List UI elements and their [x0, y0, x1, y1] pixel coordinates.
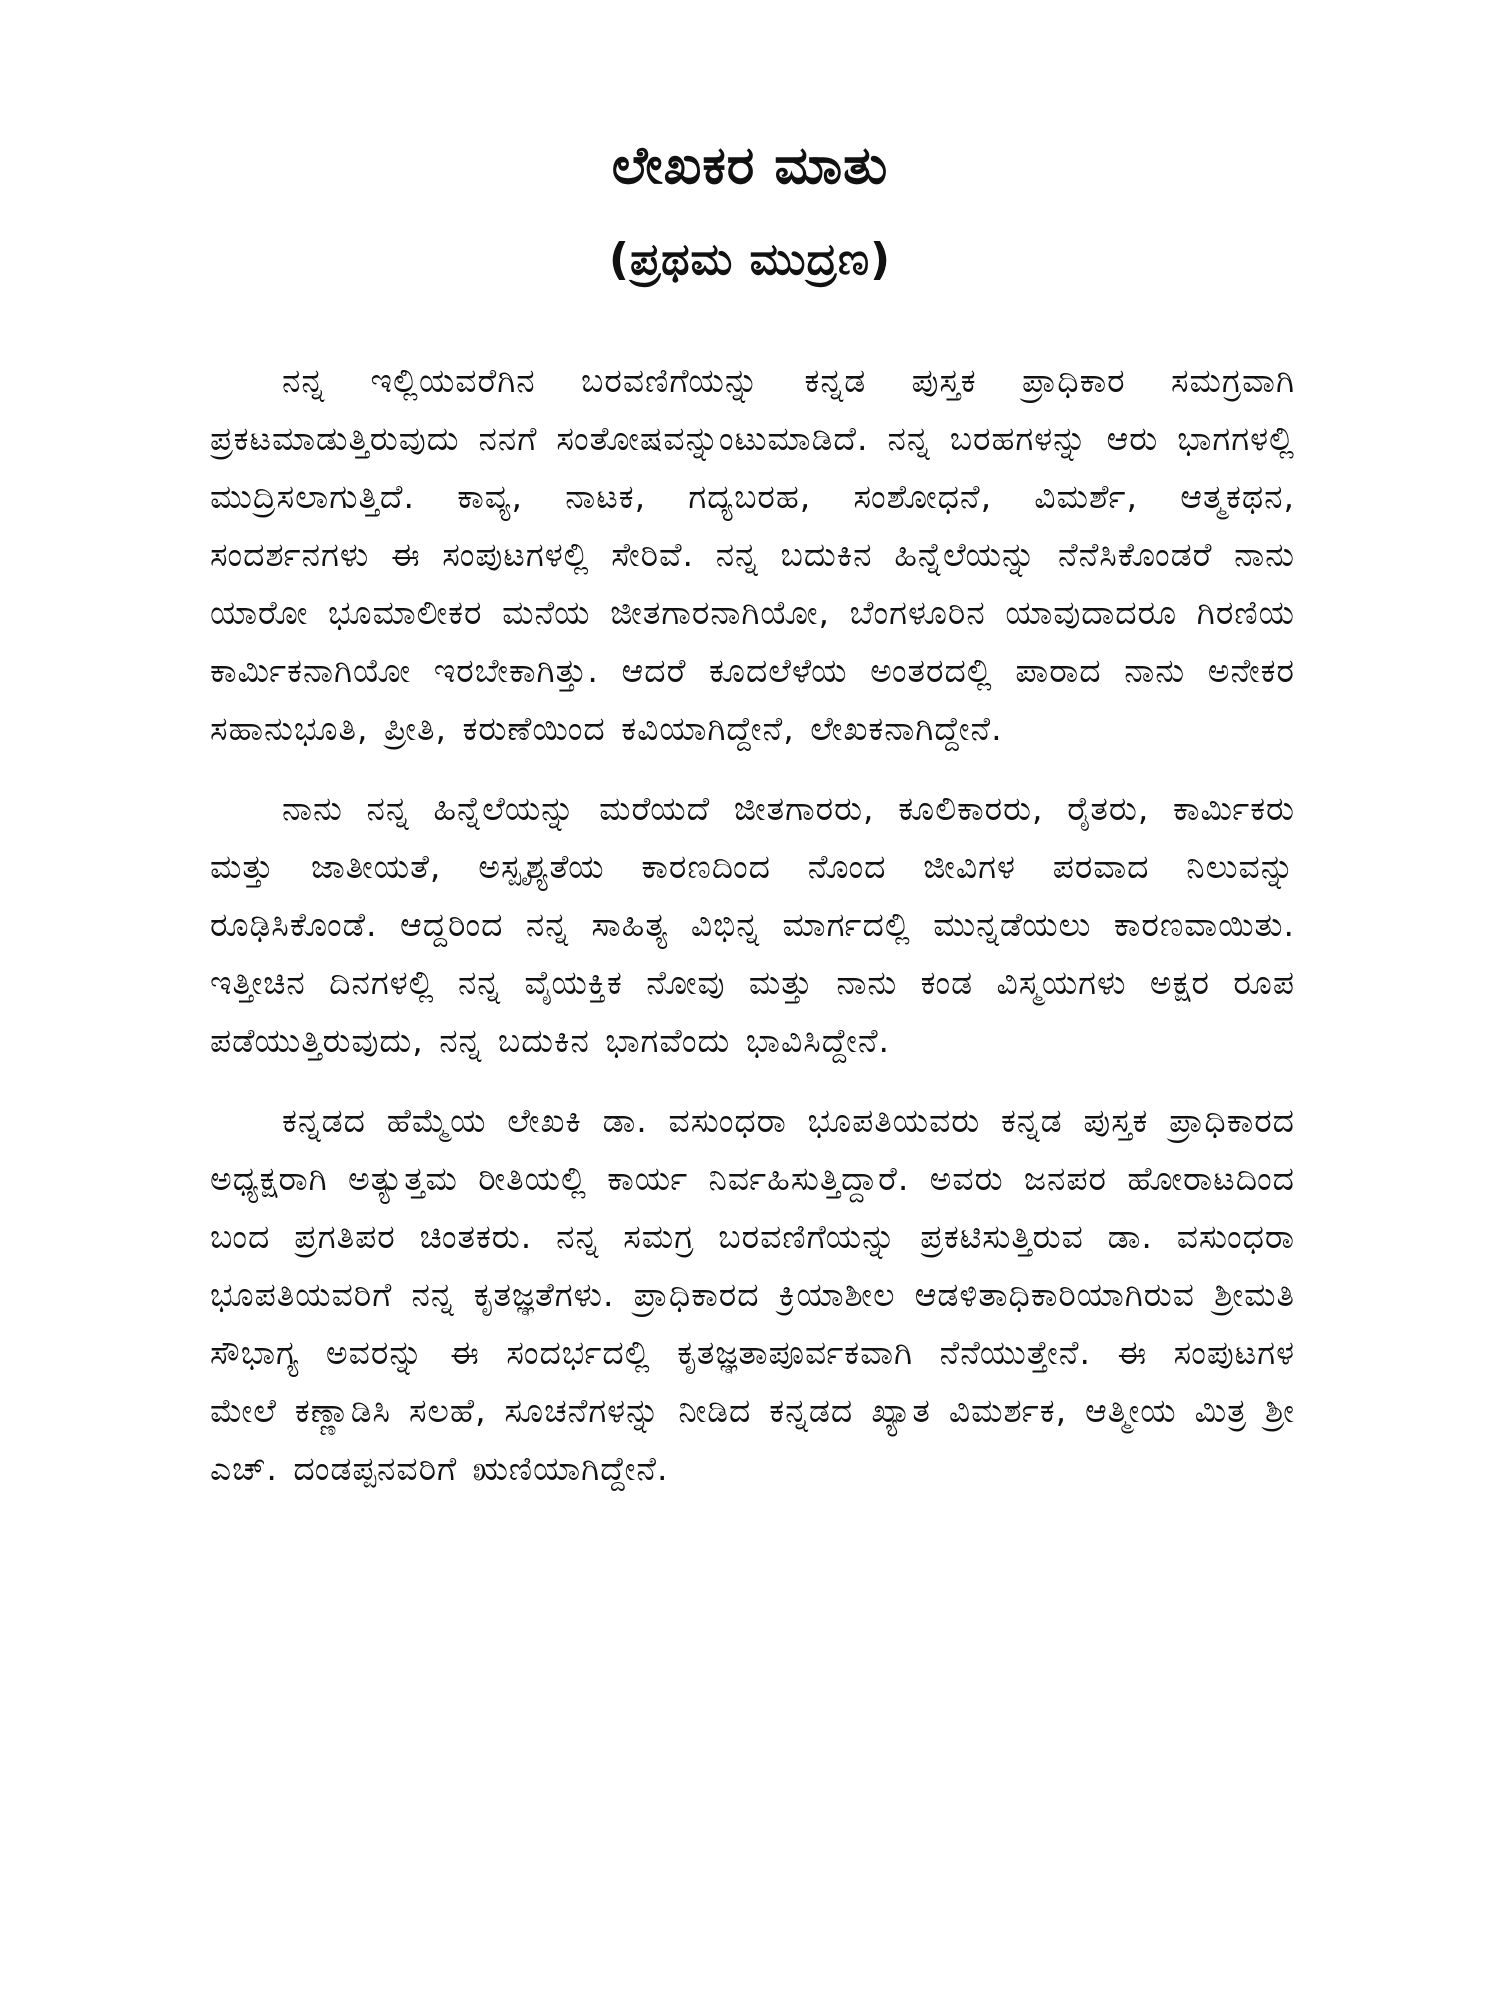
paragraph-1: ನನ್ನ ಇಲ್ಲಿಯವರೆಗಿನ ಬರವಣಿಗೆಯನ್ನು ಕನ್ನಡ ಪುಸ್ತಕ ಪ್ರಾಧಿಕಾರ ಸಮಗ್ರವಾಗಿ ಪ್ರಕಟಮಾಡುತ್ತಿರುವುದು ನನಗೆ ಸಂತೋಷವನ್ನುಂಟುಮಾಡಿದೆ. ನನ್ನ ಬರಹಗಳನ್ನು ಆರು ಭಾಗಗಳಲ್ಲಿ ಮುದ್ರಿಸಲಾಗುತ್ತಿದೆ. ಕಾವ್ಯ, ನಾಟಕ, ಗದ್ಯಬರಹ, ಸಂಶೋಧನೆ, ವಿಮರ್ಶೆ, ಆತ್ಮಕಥನ, ಸಂದರ್ಶನಗಳು ಈ ಸಂಪುಟಗಳಲ್ಲಿ ಸೇರಿವೆ. ನನ್ನ ಬದುಕಿನ ಹಿನ್ನೆಲೆಯನ್ನು ನೆನೆಸಿಕೊಂಡರೆ ನಾನು ಯಾರೋ ಭೂಮಾಲೀಕರ ಮನೆಯ ಜೀತಗಾರನಾಗಿಯೋ, ಬೆಂಗಳೂರಿನ ಯಾವುದಾದರೂ ಗಿರಣಿಯ ಕಾರ್ಮಿಕನಾಗಿಯೋ ಇರಬೇಕಾಗಿತ್ತು. ಆದರೆ ಕೂದಲೆಳೆಯ ಅಂತರದಲ್ಲಿ ಪಾರಾದ ನಾನು ಅನೇಕರ ಸಹಾನುಭೂತಿ, ಪ್ರೀತಿ, ಕರುಣೆಯಿಂದ ಕವಿಯಾಗಿದ್ದೇನೆ, ಲೇಖಕನಾಗಿದ್ದೇನೆ. — [210, 361, 1295, 748]
paragraph-2: ನಾನು ನನ್ನ ಹಿನ್ನೆಲೆಯನ್ನು ಮರೆಯದೆ ಜೀತಗಾರರು, ಕೂಲಿಕಾರರು, ರೈತರು, ಕಾರ್ಮಿಕರು ಮತ್ತು ಜಾತೀಯತೆ, ಅಸ್ಪೃಶ್ಯತೆಯ ಕಾರಣದಿಂದ ನೊಂದ ಜೀವಿಗಳ ಪರವಾದ ನಿಲುವನ್ನು ರೂಢಿಸಿಕೊಂಡೆ. ಆದ್ದರಿಂದ ನನ್ನ ಸಾಹಿತ್ಯ ವಿಭಿನ್ನ ಮಾರ್ಗದಲ್ಲಿ ಮುನ್ನಡೆಯಲು ಕಾರಣವಾಯಿತು. ಇತ್ತೀಚಿನ ದಿನಗಳಲ್ಲಿ ನನ್ನ ವೈಯಕ್ತಿಕ ನೋವು ಮತ್ತು ನಾನು ಕಂಡ ವಿಸ್ಮಯಗಳು ಅಕ್ಷರ ರೂಪ ಪಡೆಯುತ್ತಿರುವುದು, ನನ್ನ ಬದುಕಿನ ಭಾಗವೆಂದು ಭಾವಿಸಿದ್ದೇನೆ. — [210, 789, 1295, 1060]
paragraph-3: ಕನ್ನಡದ ಹೆಮ್ಮೆಯ ಲೇಖಕಿ ಡಾ. ವಸುಂಧರಾ ಭೂಪತಿಯವರು ಕನ್ನಡ ಪುಸ್ತಕ ಪ್ರಾಧಿಕಾರದ ಅಧ್ಯಕ್ಷರಾಗಿ ಅತ್ಯುತ್ತಮ ರೀತಿಯಲ್ಲಿ ಕಾರ್ಯ ನಿರ್ವಹಿಸುತ್ತಿದ್ದಾರೆ. ಅವರು ಜನಪರ ಹೋರಾಟದಿಂದ ಬಂದ ಪ್ರಗತಿಪರ ಚಿಂತಕರು. ನನ್ನ ಸಮಗ್ರ ಬರವಣಿಗೆಯನ್ನು ಪ್ರಕಟಿಸುತ್ತಿರುವ ಡಾ. ವಸುಂಧರಾ ಭೂಪತಿಯವರಿಗೆ ನನ್ನ ಕೃತಜ್ಞತೆಗಳು. ಪ್ರಾಧಿಕಾರದ ಕ್ರಿಯಾಶೀಲ ಆಡಳಿತಾಧಿಕಾರಿಯಾಗಿರುವ ಶ್ರೀಮತಿ ಸೌಭಾಗ್ಯ ಅವರನ್ನು ಈ ಸಂದರ್ಭದಲ್ಲಿ ಕೃತಜ್ಞತಾಪೂರ್ವಕವಾಗಿ ನೆನೆಯುತ್ತೇನೆ. ಈ ಸಂಪುಟಗಳ ಮೇಲೆ ಕಣ್ಣಾಡಿಸಿ ಸಲಹೆ, ಸೂಚನೆಗಳನ್ನು ನೀಡಿದ ಕನ್ನಡದ ಖ್ಯಾತ ವಿಮರ್ಶಕ, ಆತ್ಮೀಯ ಮಿತ್ರ ಶ್ರೀ ಎಚ್. ದಂಡಪ್ಪನವರಿಗೆ ಋಣಿಯಾಗಿದ್ದೇನೆ. — [210, 1101, 1295, 1488]
body-text — [210, 352, 1295, 1520]
page-subtitle: (ಪ್ರಥಮ ಮುದ್ರಣ) — [608, 234, 892, 285]
page-title: ಲೇಖಕರ ಮಾತು — [611, 136, 889, 196]
